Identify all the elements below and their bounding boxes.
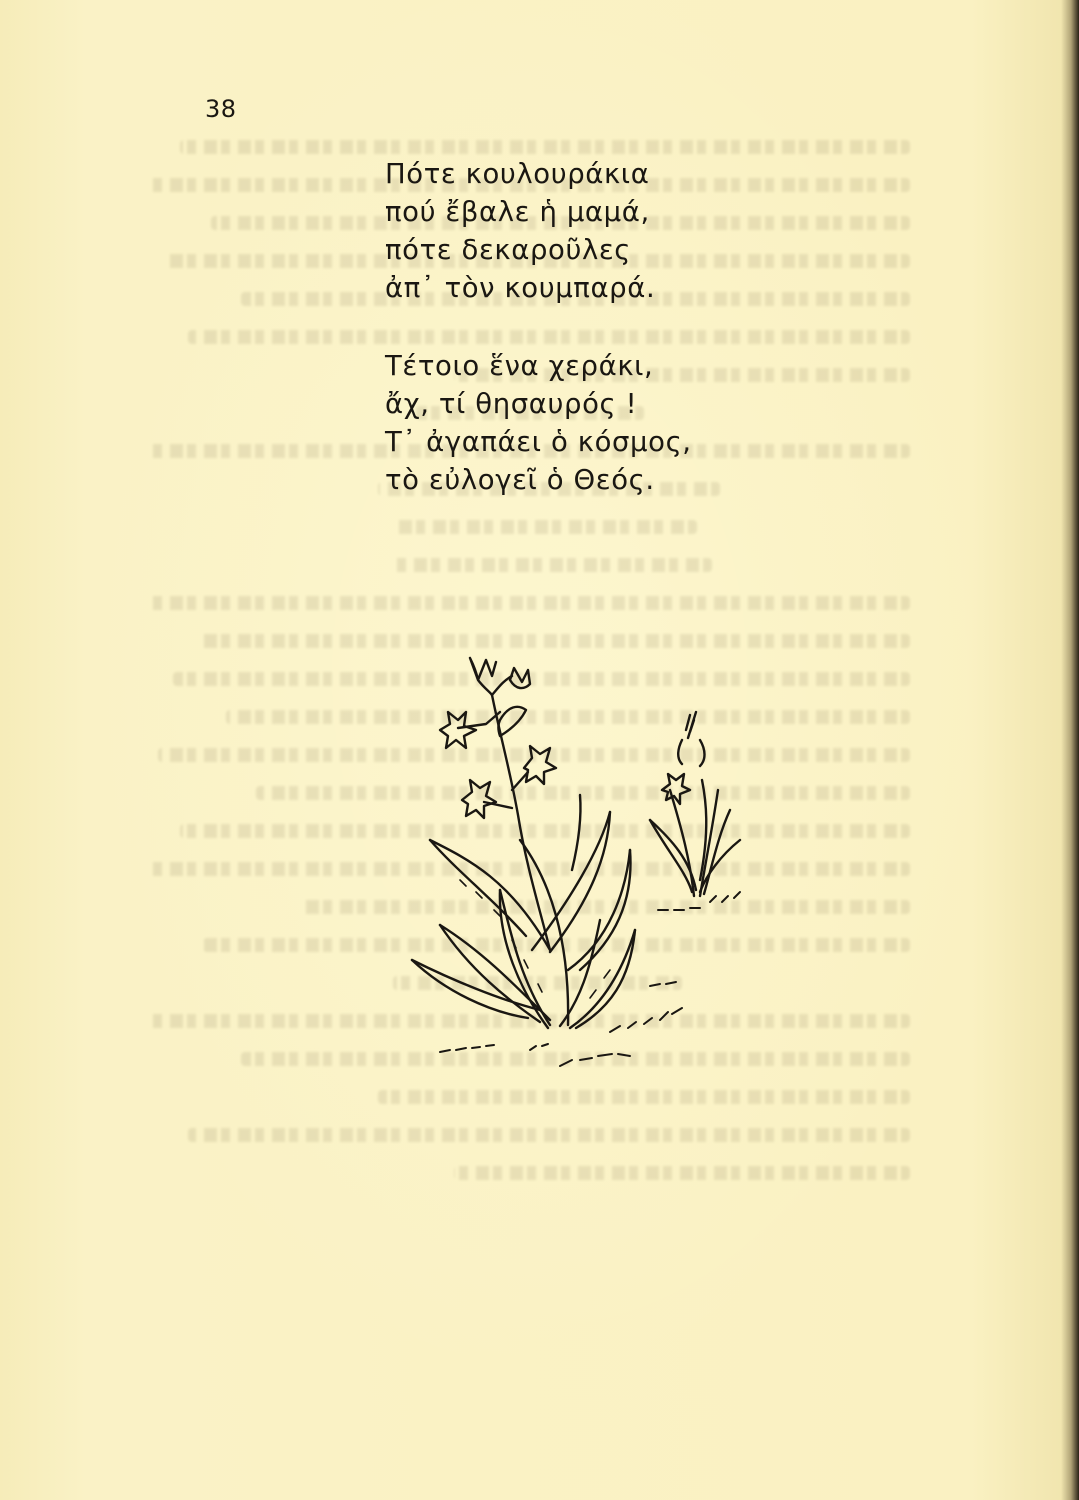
poem-line: ἄχ, τί θησαυρός ! — [385, 388, 638, 420]
poem-line: Πότε κουλουράκια — [385, 158, 650, 190]
page-number: 38 — [205, 95, 237, 123]
poem-line: Τέτοιο ἕνα χεράκι, — [385, 350, 654, 382]
poem-line: πού ἔβαλε ἡ μαμά, — [385, 196, 650, 228]
poem-line: τὸ εὐλογεῖ ὁ Θεός. — [385, 464, 655, 496]
poem-line: Τ᾽ ἀγαπάει ὁ κόσμος, — [385, 426, 692, 458]
flower-drawing-icon — [400, 640, 780, 1080]
page-edge-shadow — [1061, 0, 1079, 1500]
poem-line: ἀπ᾽ τὸν κουμπαρά. — [385, 272, 656, 304]
poem-stanza-1 — [385, 155, 655, 307]
poem-stanza-2 — [385, 347, 692, 499]
poem-line: πότε δεκαροῦλες — [385, 234, 632, 266]
